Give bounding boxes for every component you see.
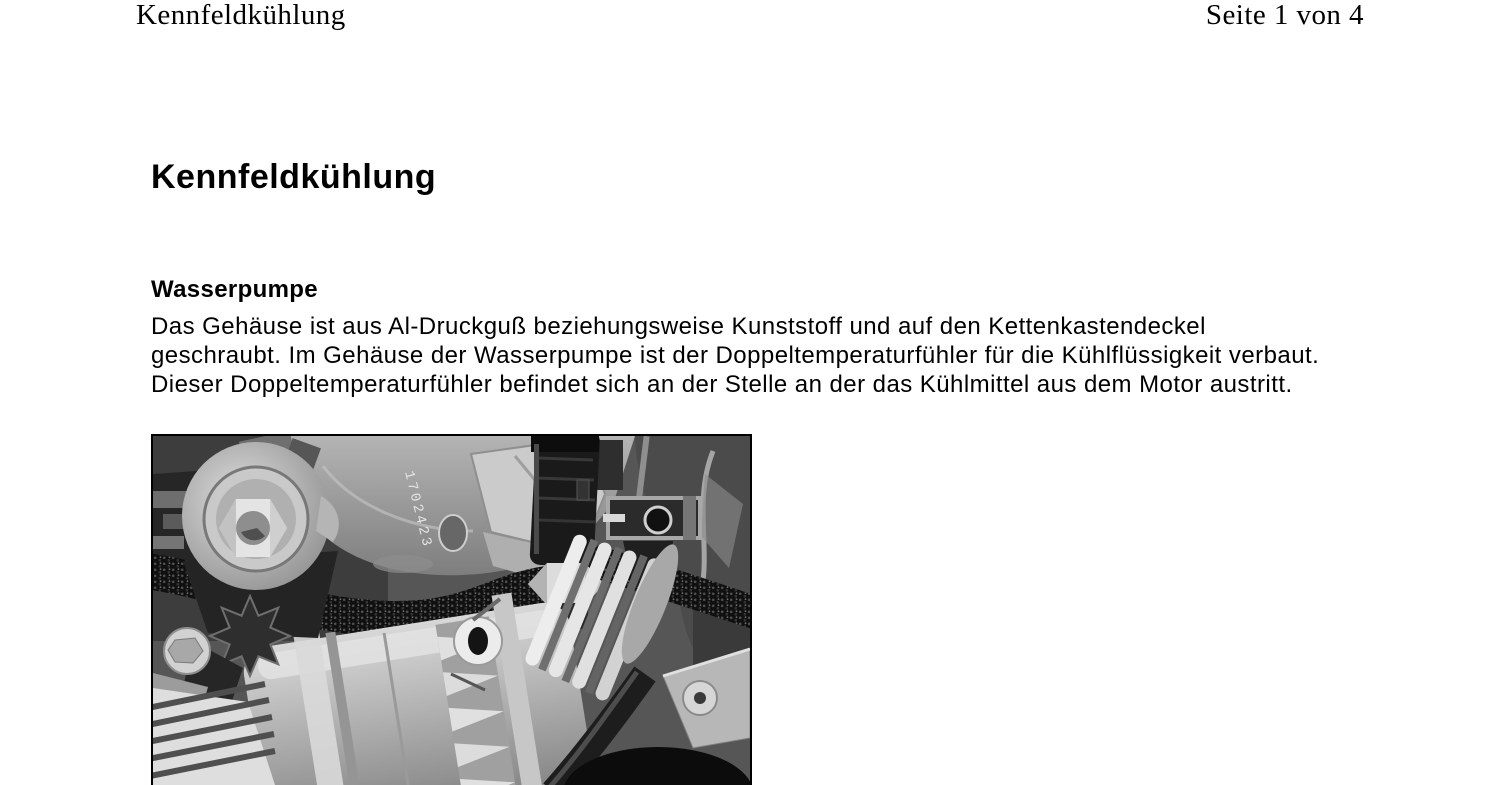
running-header-title: Kennfeldkühlung xyxy=(136,0,346,31)
paragraph-line: Dieser Doppeltemperaturfühler befindet sich an der Stelle an der das Kühlmittel aus dem Motor austritt. xyxy=(151,371,1293,398)
page-title: Kennfeldkühlung xyxy=(151,158,437,196)
body-paragraph xyxy=(151,312,1319,399)
page-number-indicator: Seite 1 von 4 xyxy=(1205,0,1364,31)
paragraph-line: Das Gehäuse ist aus Al-Druckguß beziehungsweise Kunststoff und auf den Kettenkastendeckel xyxy=(151,313,1206,340)
water-pump-photo xyxy=(151,434,752,785)
running-header xyxy=(136,0,1364,32)
engine-photo-illustration xyxy=(153,436,750,785)
casting-number-text: 1702423 xyxy=(400,469,435,551)
section-heading: Wasserpumpe xyxy=(151,276,319,303)
paragraph-line: geschraubt. Im Gehäuse der Wasserpumpe ist der Doppeltemperaturfühler für die Kühlflüssigkeit verbaut. xyxy=(151,342,1320,369)
